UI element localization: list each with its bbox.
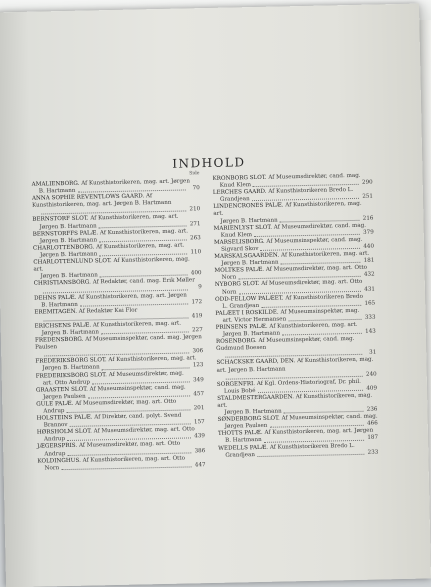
toc-entry-title: FREDERIKSBORG SLOT.	[35, 357, 107, 366]
toc-entry-title: MOLTKES PALÆ.	[214, 267, 265, 275]
toc-entry-title: GRAASTEN SLOT.	[35, 386, 88, 394]
toc-entry-author: Af Museumsdirektør, mag.	[108, 370, 184, 378]
toc-entry-author-cont: art. Victor Hermansen	[222, 316, 287, 324]
toc-entry-author: Af Kunsthistorikeren Bredo L.	[268, 187, 354, 195]
toc-entry-page: 432	[363, 271, 375, 279]
toc-entry-title: CHARLOTTENBORG.	[32, 244, 95, 252]
toc-entry-author-cont: B. Hartmann	[225, 437, 262, 445]
toc-entry-author: Af Kunsthistorikeren, mag. art. Jørgen	[264, 427, 374, 437]
toc-entry-title: BERNSTORFFS PALÆ.	[32, 229, 99, 238]
toc-entry-page: 400	[190, 270, 202, 277]
toc-entry-page: 457	[193, 390, 205, 398]
toc-entry-author: Af Redaktør, cand. mag. Erik Møller	[92, 277, 195, 286]
toc-left-column	[31, 170, 205, 472]
toc-entry-page: 240	[365, 371, 377, 378]
toc-entry-title: AMALIENBORG.	[31, 180, 80, 188]
toc-entry-author: Af Kunsthistorikeren, mag. art.	[99, 228, 189, 236]
toc-entry-title: JÆGERSPRIS.	[37, 443, 78, 451]
toc-entry-author-cont: Norn	[221, 274, 237, 282]
toc-entry-author: Af Kunsthistorikeren, mag. art.	[269, 321, 358, 330]
toc-entry-author: Af Kunsthistorikeren, mag. art. Jørgen B. Hartmann	[216, 357, 374, 374]
toc-entry-author: Af Museumsdirektør, mag. art. Otto	[265, 264, 367, 274]
book-page	[0, 4, 431, 587]
toc-entry-page: 31	[369, 349, 377, 357]
toc-right-column	[212, 165, 378, 460]
toc-entry-author-cont: B. Hartmann	[41, 301, 78, 309]
toc-entry-author: Af Museumsinspektør, cand. mag.	[281, 413, 378, 422]
toc-entry-author-cont: L. Grandjean	[222, 302, 260, 310]
toc-entry	[218, 442, 378, 460]
toc-entry-title: WEDELLS PALÆ.	[218, 444, 269, 452]
toc-entry-title: ROSENBORG.	[215, 338, 257, 346]
toc-entry-title: HØRSHOLM SLOT.	[36, 428, 92, 436]
toc-entry-author-cont: Jørgen Paulsen	[224, 423, 268, 430]
toc-entry-author-cont: Knud Klem	[220, 231, 253, 239]
toc-entry-author-cont: Grandjean	[219, 196, 250, 204]
toc-entry-title: PALÆET I ROSKILDE.	[215, 309, 279, 317]
toc-left-list	[32, 178, 206, 472]
toc-entry-title: STALDMESTERGAARDEN.	[217, 394, 295, 402]
toc-entry-page: 349	[193, 376, 204, 383]
toc-entry-author: Af Kunsthistorikeren, mag. art.	[33, 256, 190, 273]
toc-entry-author: Af Museumsdirektør, cand. mag.	[268, 172, 361, 181]
toc-entry-author-cont: Jørgen B. Hartmann	[220, 217, 278, 225]
toc-entry-author: Af Museumsinspektør, cand. mag.	[89, 384, 186, 393]
dot-leader	[257, 454, 364, 457]
toc-entry-title: KRONBORG SLOT.	[212, 174, 267, 182]
toc-entry-page: 123	[192, 362, 204, 369]
toc-entry-title: LERCHES GAARD.	[212, 188, 267, 197]
toc-entry-title: KOLDINGHUS.	[37, 457, 81, 465]
toc-entry-page: 290	[361, 179, 373, 186]
toc-entry-title: LINDENCRONES PALÆ.	[213, 202, 284, 211]
toc-entry-author-cont: Jørgen B. Hartmann	[222, 330, 281, 338]
toc-entry-title: GULE PALÆ.	[36, 400, 74, 408]
toc-entry-author: Af Museumsinspektør, cand. mag.	[266, 236, 363, 245]
toc-entry-title: SCHACKSKE GAARD, DEN.	[216, 358, 296, 367]
toc-entry-page: 201	[193, 405, 205, 412]
toc-entry-author-cont: Knud Klem	[219, 182, 252, 189]
toc-entry-author-cont: Jørgen B. Hartmann	[39, 222, 97, 231]
toc-entry-author-cont: Jørgen Paulsen	[43, 393, 86, 401]
toc-entry-title: SØNDERBORG SLOT.	[217, 415, 280, 424]
toc-entry-title: MARIENLYST SLOT.	[213, 224, 273, 232]
toc-entry-author-cont: Jørgen B. Hartmann	[40, 272, 98, 280]
toc-entry-author: Af Kunsthistorikeren, mag. art. Otto	[82, 455, 186, 464]
toc-entry-author-cont: Jørgen B. Hartmann	[221, 259, 279, 267]
toc-entry-page: 440	[363, 243, 375, 250]
toc-entry-author-cont: art. Otto Andrup	[42, 379, 90, 387]
toc-entry-page: 271	[189, 220, 201, 227]
toc-entry-author-cont: Jørgen B. Hartmann	[39, 237, 98, 245]
toc-entry-author: Af Kunsthistorikeren, mag. art.	[96, 242, 185, 251]
toc-entry-author: Af Museumsdirektør, mag. art. Otto	[78, 441, 181, 450]
toc-entry-title: CHARLOTTENLUND SLOT.	[33, 258, 112, 266]
toc-entry-page: 379	[362, 229, 374, 236]
page-heading: INDHOLD	[172, 155, 246, 171]
toc-entry-page: 386	[194, 447, 206, 454]
toc-entry-page: 172	[191, 298, 203, 305]
toc-entry-page: 419	[191, 312, 203, 320]
toc-entry-author: Af Kunsthistorikeren, mag. art.	[108, 355, 197, 364]
toc-entry-page: 110	[190, 249, 202, 256]
toc-entry-author: Af Kunsthistorikeren Bredo L.	[269, 442, 355, 451]
toc-entry-author: Af Kunsthistorikeren, mag. art. Jørgen	[81, 178, 190, 187]
toc-entry-title: MARSELISBORG.	[213, 238, 265, 246]
toc-entry-page: 9	[198, 284, 202, 291]
toc-entry-author-cont: Brannov	[43, 422, 68, 429]
toc-entry-title: THOTTS PALÆ.	[217, 430, 263, 438]
toc-entry-page: 227	[191, 327, 203, 334]
toc-entry-author: Af Kgl. Ordens-Historiograf, Dr. phil.	[256, 378, 361, 387]
toc-entry-title: BERNSTORF SLOT.	[32, 215, 89, 224]
dot-leader	[61, 466, 191, 470]
toc-entry-page: 306	[192, 348, 204, 355]
toc-entry-title: HOLSTEINS PALÆ.	[36, 414, 93, 422]
toc-entry-page: 143	[365, 328, 376, 335]
toc-entry-title: CHRISTIANSBORG.	[33, 279, 91, 287]
toc-entry-author-cont: Norn	[44, 464, 60, 472]
toc-entry-author-cont: Norn	[221, 288, 237, 296]
toc-entry-page: 409	[366, 385, 378, 392]
toc-entry-author-cont: Jørgen B. Hartmann	[42, 364, 100, 372]
toc-right-list	[213, 173, 379, 460]
toc-entry-author: Af Kunsthistorikeren, mag. art.	[92, 320, 182, 329]
toc-entry-page: 263	[190, 234, 201, 242]
toc-entry-author-cont: Sigvard Skov	[221, 245, 259, 253]
toc-entry-page: 466	[366, 420, 378, 428]
toc-entry-author-cont: Jørgen B. Hartmann	[224, 408, 282, 416]
toc-entry	[37, 455, 205, 473]
toc-entry-page: 181	[363, 257, 375, 264]
toc-entry-page: 333	[364, 314, 376, 321]
dot-leader	[288, 319, 361, 322]
toc-entry-title: NYBORG SLOT.	[214, 281, 260, 289]
toc-entry-author: Af Kunsthistorikeren, mag. art. Jørgen B. Hartmann	[32, 193, 172, 209]
toc-entry-title: ERICHSENS PALÆ.	[34, 322, 92, 330]
toc-entry-author: Af Museumsinspektør, mag.	[280, 307, 360, 316]
toc-entry-author: Af Museumsdirektør, cand. mag.	[273, 222, 367, 231]
toc-entry-author-cont: Jørgen B. Hartmann	[40, 251, 98, 259]
toc-entry-author-cont: Andrup	[44, 450, 66, 458]
toc-entry-author-cont: B. Hartmann	[38, 187, 76, 195]
toc-entry-author: Af Kunsthistorikeren, mag. art.	[280, 250, 370, 259]
toc-entry-author: Af Museumsdirektør, mag. art. Otto	[93, 426, 195, 435]
toc-entry-author-cont: Jørgen B. Hartmann	[41, 329, 100, 337]
toc-entry-author: Af Kunsthistorikeren Bredo	[285, 293, 363, 302]
toc-entry-title: DEHNS PALÆ.	[33, 294, 77, 302]
toc-entry-page: 236	[366, 406, 378, 413]
toc-entry-title: ODD-FELLOW PALÆET.	[215, 295, 284, 303]
toc-entry-page: 210	[189, 206, 201, 213]
toc-entry-author-cont: Andrup	[43, 408, 65, 415]
toc-entry-author: Af Museumsdirektør, mag. art. Otto	[261, 279, 363, 288]
toc-entry-page: 165	[364, 300, 376, 307]
toc-entry-author: Af Kunsthistorikeren, mag. art. Jørgen	[78, 291, 187, 301]
toc-entry-author-cont: Louis Bobé	[223, 387, 256, 395]
toc-entry-page: 431	[364, 286, 375, 293]
toc-entry-author: Af Kunsthistorikeren, mag. art.	[90, 214, 179, 222]
toc-entry-title: ANNA SOPHIE REVENTLOWS GAARD.	[31, 193, 145, 202]
toc-entry-title: PRINSENS PALÆ.	[215, 323, 268, 331]
toc-entry-page: 447	[194, 461, 206, 469]
toc-entry-title: FREDENSBORG.	[34, 336, 84, 344]
toc-entry-title: EREMITAGEN.	[34, 308, 78, 316]
toc-entry-author: Af Redaktør Kai Flor	[78, 307, 138, 315]
toc-entry-author: Af Direktør, cand. polyt. Svend	[94, 412, 182, 421]
toc-entry-author: Af Kunsthistorikeren, mag. art.	[213, 201, 362, 218]
toc-entry-author: Af Museumsinspektør, cand. mag. Jørgen Paulsen	[35, 334, 202, 351]
toc-entry-author: Af Museumsdirektør, mag. art. Otto	[75, 398, 177, 407]
toc-entry-author: Af Museumsinspektør, cand. mag. Gudmund Boesen	[216, 336, 355, 353]
toc-entry-page: 157	[193, 419, 205, 426]
toc-entry-page: 187	[367, 434, 379, 442]
toc-entry-author: Af Kunsthistorikeren, mag. art.	[217, 392, 373, 409]
toc-entry-page: 70	[192, 185, 200, 192]
toc-entry-title: MARSKALSGAARDEN.	[214, 252, 280, 260]
toc-entry-author-cont: Grandjean	[225, 451, 256, 459]
toc-entry-page: 233	[367, 449, 379, 456]
toc-entry-title: SORGENFRI.	[216, 380, 256, 388]
toc-entry-page: 251	[362, 193, 374, 201]
toc-entry-page: 439	[194, 433, 206, 440]
toc-entry-title: FREDERIKSBORG SLOT.	[35, 371, 107, 380]
toc-entry-author-cont: Andrup	[43, 436, 66, 443]
side-label: Side	[189, 171, 200, 177]
toc-entry-page: 216	[362, 215, 374, 222]
